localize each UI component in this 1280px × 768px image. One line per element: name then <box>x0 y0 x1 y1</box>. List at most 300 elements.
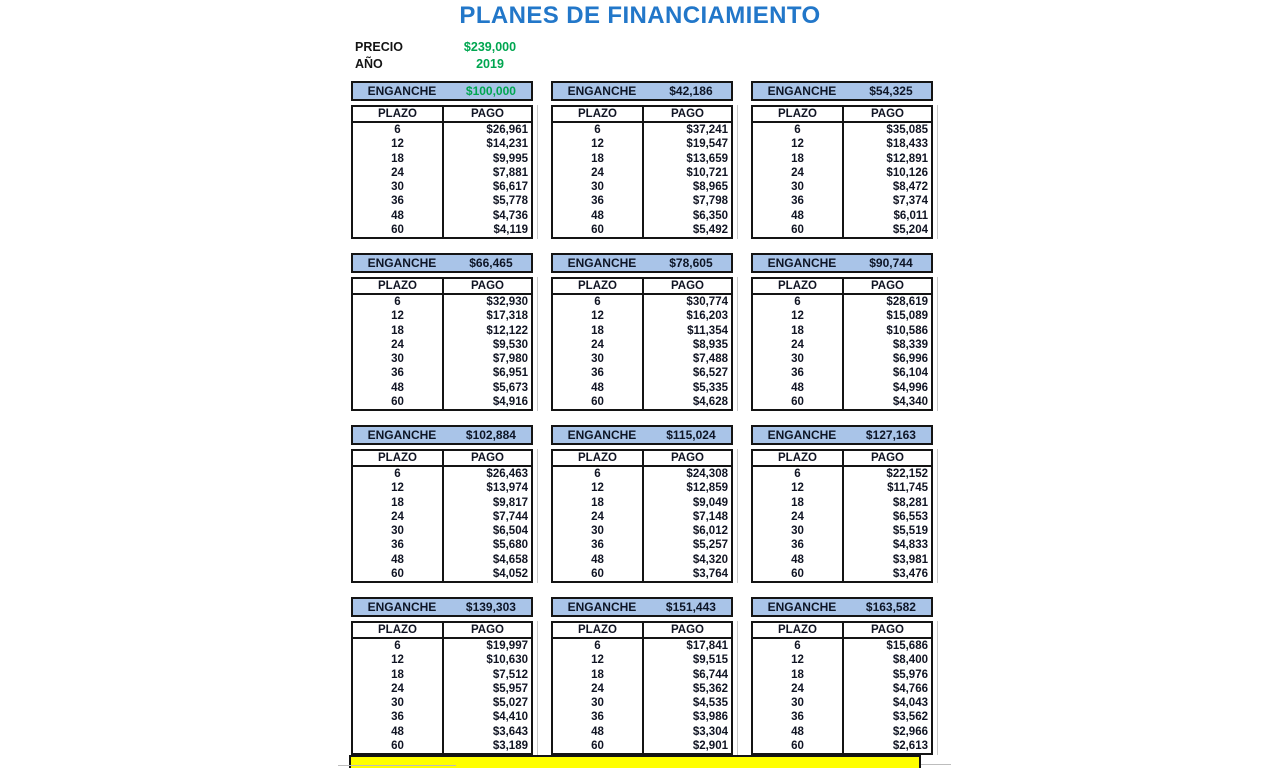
pago-value: $4,628 <box>642 395 731 409</box>
enganche-header <box>351 81 533 101</box>
plan-row <box>753 152 931 166</box>
payment-table-body <box>353 467 531 581</box>
pago-column-header: PAGO <box>842 451 931 465</box>
payment-table <box>551 277 733 411</box>
plan-table <box>351 597 533 755</box>
pago-value: $5,492 <box>642 223 731 237</box>
payment-table <box>351 621 533 755</box>
plazo-column-header: PLAZO <box>778 108 817 120</box>
plazo-value: 36 <box>391 711 404 724</box>
plan-row <box>553 166 731 180</box>
gridline-hint <box>921 764 951 765</box>
pago-value: $11,354 <box>642 324 731 338</box>
pago-value: $5,976 <box>842 668 931 682</box>
anio-row <box>355 55 530 72</box>
pago-value: $10,126 <box>842 166 931 180</box>
plazo-value: 18 <box>791 668 804 681</box>
plan-row <box>753 682 931 696</box>
plazo-value: 48 <box>391 725 404 738</box>
payment-table-body <box>753 295 931 409</box>
plazo-value: 30 <box>391 353 404 366</box>
page-title: PLANES DE FINANCIAMIENTO <box>459 2 821 29</box>
highlight-row-partial <box>349 755 921 768</box>
plazo-column-header: PLAZO <box>778 624 817 636</box>
enganche-amount: $139,303 <box>465 600 516 614</box>
pago-value: $13,974 <box>442 481 531 495</box>
payment-table-header <box>753 107 931 123</box>
plan-row <box>353 553 531 567</box>
payment-table-body <box>553 467 731 581</box>
plan-row <box>353 180 531 194</box>
plazo-value: 48 <box>791 381 804 394</box>
plazo-value: 6 <box>394 468 401 481</box>
plazo-value: 6 <box>594 468 601 481</box>
pago-value: $12,891 <box>842 152 931 166</box>
anio-label: AÑO <box>355 56 383 71</box>
plazo-value: 18 <box>391 324 404 337</box>
plan-row <box>753 338 931 352</box>
plan-row <box>553 725 731 739</box>
plazo-value: 12 <box>791 654 804 667</box>
plazo-column-header: PLAZO <box>578 108 617 120</box>
payment-table-header <box>553 279 731 295</box>
plan-row <box>553 295 731 309</box>
plan-row <box>553 696 731 710</box>
pago-value: $5,778 <box>442 194 531 208</box>
pago-value: $5,673 <box>442 381 531 395</box>
plan-table <box>751 253 933 411</box>
plazo-value: 60 <box>591 739 604 752</box>
plan-row <box>753 496 931 510</box>
payment-table-body <box>353 123 531 237</box>
plan-table <box>351 253 533 411</box>
plan-table <box>551 253 733 411</box>
plan-row <box>753 166 931 180</box>
plazo-value: 18 <box>591 152 604 165</box>
enganche-header <box>551 81 733 101</box>
pago-value: $6,104 <box>842 366 931 380</box>
pago-value: $24,308 <box>642 467 731 481</box>
plazo-value: 30 <box>791 697 804 710</box>
plazo-value: 36 <box>391 539 404 552</box>
plazo-value: 6 <box>794 640 801 653</box>
pago-value: $5,027 <box>442 696 531 710</box>
plan-row <box>353 152 531 166</box>
pago-value: $8,339 <box>842 338 931 352</box>
plan-row <box>553 653 731 667</box>
pago-value: $5,335 <box>642 381 731 395</box>
pago-value: $5,680 <box>442 538 531 552</box>
plazo-column-header: PLAZO <box>378 108 417 120</box>
pago-value: $4,916 <box>442 395 531 409</box>
enganche-label: ENGANCHE <box>767 256 837 270</box>
plan-table <box>751 597 933 755</box>
enganche-header <box>751 425 933 445</box>
plan-row <box>553 324 731 338</box>
plan-row <box>353 324 531 338</box>
plan-row <box>353 395 531 409</box>
pago-value: $3,764 <box>642 567 731 581</box>
plan-table <box>551 81 733 239</box>
pago-value: $7,148 <box>642 510 731 524</box>
pago-value: $8,965 <box>642 180 731 194</box>
enganche-label: ENGANCHE <box>567 600 637 614</box>
plan-row <box>353 194 531 208</box>
payment-table-body <box>553 295 731 409</box>
plazo-value: 60 <box>791 223 804 236</box>
pago-value: $28,619 <box>842 295 931 309</box>
plazo-column-header: PLAZO <box>578 280 617 292</box>
pago-value: $9,995 <box>442 152 531 166</box>
plan-row <box>553 223 731 237</box>
plazo-value: 36 <box>791 711 804 724</box>
plan-row <box>353 496 531 510</box>
plazo-value: 36 <box>391 195 404 208</box>
pago-value: $4,658 <box>442 553 531 567</box>
plan-row <box>753 209 931 223</box>
plazo-value: 6 <box>594 124 601 137</box>
plan-row <box>553 668 731 682</box>
pago-value: $30,774 <box>642 295 731 309</box>
plan-row <box>353 166 531 180</box>
plazo-value: 30 <box>591 525 604 538</box>
plan-row <box>553 352 731 366</box>
precio-value: $239,000 <box>463 39 517 54</box>
plazo-value: 12 <box>591 482 604 495</box>
plazo-value: 24 <box>791 338 804 351</box>
plan-row <box>353 710 531 724</box>
plan-row <box>553 395 731 409</box>
pago-value: $15,089 <box>842 309 931 323</box>
pago-value: $5,204 <box>842 223 931 237</box>
plazo-value: 36 <box>591 195 604 208</box>
enganche-amount: $115,024 <box>666 428 716 442</box>
plan-row <box>553 152 731 166</box>
pago-column-header: PAGO <box>842 107 931 121</box>
enganche-amount: $100,000 <box>465 84 516 98</box>
plazo-value: 60 <box>391 395 404 408</box>
enganche-label: ENGANCHE <box>567 428 637 442</box>
payment-table-body <box>553 123 731 237</box>
plan-row <box>353 223 531 237</box>
plan-row <box>753 553 931 567</box>
enganche-amount: $90,744 <box>869 256 913 270</box>
plan-row <box>353 524 531 538</box>
plan-row <box>753 137 931 151</box>
plazo-value: 60 <box>591 567 604 580</box>
pago-value: $4,736 <box>442 209 531 223</box>
plazo-value: 30 <box>791 525 804 538</box>
pago-value: $19,547 <box>642 137 731 151</box>
pago-column-header: PAGO <box>442 279 531 293</box>
plan-table <box>351 81 533 239</box>
plan-row <box>753 395 931 409</box>
plan-row <box>353 338 531 352</box>
plazo-value: 24 <box>591 166 604 179</box>
pago-value: $12,859 <box>642 481 731 495</box>
pago-value: $8,472 <box>842 180 931 194</box>
plazo-value: 12 <box>391 310 404 323</box>
plazo-value: 6 <box>794 296 801 309</box>
plan-row <box>753 295 931 309</box>
enganche-header <box>351 425 533 445</box>
pago-value: $6,011 <box>842 209 931 223</box>
plan-row <box>353 567 531 581</box>
plan-row <box>753 653 931 667</box>
payment-table <box>351 105 533 239</box>
plan-row <box>353 481 531 495</box>
pago-value: $8,400 <box>842 653 931 667</box>
plan-row <box>753 567 931 581</box>
pago-value: $9,817 <box>442 496 531 510</box>
plan-row <box>753 180 931 194</box>
enganche-header <box>751 597 933 617</box>
plazo-value: 24 <box>591 682 604 695</box>
pago-value: $6,012 <box>642 524 731 538</box>
pago-value: $8,281 <box>842 496 931 510</box>
plazo-value: 6 <box>594 296 601 309</box>
pago-value: $6,350 <box>642 209 731 223</box>
plan-row <box>753 481 931 495</box>
enganche-header <box>551 253 733 273</box>
plazo-value: 48 <box>591 553 604 566</box>
plazo-value: 12 <box>791 138 804 151</box>
plan-row <box>753 639 931 653</box>
pago-value: $3,189 <box>442 739 531 753</box>
pago-value: $3,643 <box>442 725 531 739</box>
pago-column-header: PAGO <box>842 279 931 293</box>
plazo-value: 24 <box>591 338 604 351</box>
pago-value: $13,659 <box>642 152 731 166</box>
plazo-value: 18 <box>791 324 804 337</box>
pago-value: $10,586 <box>842 324 931 338</box>
plan-row <box>353 209 531 223</box>
plazo-value: 30 <box>391 525 404 538</box>
pago-value: $18,433 <box>842 137 931 151</box>
plazo-value: 60 <box>391 739 404 752</box>
pago-value: $17,841 <box>642 639 731 653</box>
plazo-column-header: PLAZO <box>378 280 417 292</box>
pago-value: $9,049 <box>642 496 731 510</box>
pago-value: $6,996 <box>842 352 931 366</box>
plan-row <box>753 223 931 237</box>
payment-table-header <box>553 623 731 639</box>
plazo-value: 6 <box>794 468 801 481</box>
plazo-value: 12 <box>591 138 604 151</box>
plan-row <box>353 510 531 524</box>
plazo-value: 36 <box>591 539 604 552</box>
enganche-label: ENGANCHE <box>367 84 437 98</box>
enganche-label: ENGANCHE <box>567 84 637 98</box>
plan-row <box>753 538 931 552</box>
pago-value: $14,231 <box>442 137 531 151</box>
pago-value: $7,980 <box>442 352 531 366</box>
plazo-value: 6 <box>594 640 601 653</box>
plan-row <box>753 668 931 682</box>
plan-row <box>753 710 931 724</box>
pago-value: $8,935 <box>642 338 731 352</box>
payment-table-header <box>353 279 531 295</box>
pago-value: $5,362 <box>642 682 731 696</box>
plan-row <box>553 682 731 696</box>
plazo-column-header: PLAZO <box>578 452 617 464</box>
plan-row <box>753 324 931 338</box>
plan-row <box>553 538 731 552</box>
plan-row <box>353 739 531 753</box>
pago-value: $26,961 <box>442 123 531 137</box>
plan-row <box>753 123 931 137</box>
enganche-header <box>751 253 933 273</box>
plan-row <box>353 381 531 395</box>
plazo-column-header: PLAZO <box>378 624 417 636</box>
payment-table-header <box>753 451 931 467</box>
pago-value: $3,981 <box>842 553 931 567</box>
payment-table-body <box>353 295 531 409</box>
payment-table <box>751 449 933 583</box>
pago-column-header: PAGO <box>442 107 531 121</box>
enganche-label: ENGANCHE <box>367 428 437 442</box>
payment-table-header <box>553 107 731 123</box>
plan-table <box>751 425 933 583</box>
plan-row <box>753 309 931 323</box>
enganche-amount: $127,163 <box>865 428 916 442</box>
pago-value: $7,798 <box>642 194 731 208</box>
plan-row <box>753 696 931 710</box>
pago-column-header: PAGO <box>642 623 731 637</box>
pago-value: $9,530 <box>442 338 531 352</box>
pago-value: $4,410 <box>442 710 531 724</box>
pago-column-header: PAGO <box>642 279 731 293</box>
plazo-value: 24 <box>391 682 404 695</box>
plan-row <box>753 739 931 753</box>
plazo-column-header: PLAZO <box>778 280 817 292</box>
pago-value: $4,340 <box>842 395 931 409</box>
plazo-value: 48 <box>791 725 804 738</box>
plan-row <box>353 467 531 481</box>
plan-table <box>551 425 733 583</box>
pago-column-header: PAGO <box>842 623 931 637</box>
plan-row <box>753 725 931 739</box>
plan-row <box>353 639 531 653</box>
plazo-value: 18 <box>591 324 604 337</box>
plan-row <box>553 309 731 323</box>
plan-row <box>353 725 531 739</box>
pago-value: $4,320 <box>642 553 731 567</box>
plazo-value: 30 <box>591 181 604 194</box>
plazo-value: 30 <box>791 353 804 366</box>
pago-value: $7,744 <box>442 510 531 524</box>
pago-value: $4,119 <box>442 223 531 237</box>
plan-row <box>553 567 731 581</box>
enganche-amount: $163,582 <box>865 600 916 614</box>
plan-row <box>353 538 531 552</box>
plazo-value: 6 <box>394 124 401 137</box>
enganche-label: ENGANCHE <box>367 256 437 270</box>
plazo-value: 36 <box>791 539 804 552</box>
pago-value: $4,766 <box>842 682 931 696</box>
plan-row <box>553 338 731 352</box>
payment-table <box>751 105 933 239</box>
plazo-value: 6 <box>394 296 401 309</box>
plazo-value: 18 <box>391 496 404 509</box>
plan-row <box>553 137 731 151</box>
price-info-block <box>355 38 530 72</box>
plazo-value: 36 <box>591 367 604 380</box>
plan-row <box>353 123 531 137</box>
pago-value: $10,630 <box>442 653 531 667</box>
payment-table <box>551 105 733 239</box>
plan-row <box>553 510 731 524</box>
pago-value: $22,152 <box>842 467 931 481</box>
pago-column-header: PAGO <box>442 623 531 637</box>
plazo-value: 30 <box>791 181 804 194</box>
plazo-value: 12 <box>591 310 604 323</box>
pago-value: $12,122 <box>442 324 531 338</box>
payment-table <box>751 621 933 755</box>
gridline-hint <box>338 765 456 766</box>
plazo-value: 12 <box>791 482 804 495</box>
pago-value: $11,745 <box>842 481 931 495</box>
plan-row <box>353 309 531 323</box>
enganche-label: ENGANCHE <box>767 428 837 442</box>
plazo-value: 18 <box>391 668 404 681</box>
payment-table <box>551 621 733 755</box>
pago-value: $4,043 <box>842 696 931 710</box>
pago-value: $19,997 <box>442 639 531 653</box>
pago-value: $6,951 <box>442 366 531 380</box>
pago-value: $2,613 <box>842 739 931 753</box>
enganche-header <box>351 597 533 617</box>
plan-row <box>553 467 731 481</box>
enganche-header <box>751 81 933 101</box>
plan-row <box>553 710 731 724</box>
enganche-label: ENGANCHE <box>767 600 837 614</box>
plan-row <box>553 209 731 223</box>
pago-value: $6,744 <box>642 668 731 682</box>
plan-row <box>353 137 531 151</box>
pago-value: $5,257 <box>642 538 731 552</box>
pago-column-header: PAGO <box>642 107 731 121</box>
plan-row <box>753 510 931 524</box>
pago-column-header: PAGO <box>642 451 731 465</box>
pago-value: $26,463 <box>442 467 531 481</box>
pago-value: $7,881 <box>442 166 531 180</box>
plazo-value: 12 <box>591 654 604 667</box>
payment-table <box>751 277 933 411</box>
pago-value: $17,318 <box>442 309 531 323</box>
plazo-value: 48 <box>791 209 804 222</box>
plan-row <box>553 739 731 753</box>
plazo-value: 24 <box>391 510 404 523</box>
plazo-value: 48 <box>391 381 404 394</box>
plazo-value: 18 <box>591 668 604 681</box>
pago-value: $6,527 <box>642 366 731 380</box>
pago-value: $5,519 <box>842 524 931 538</box>
pago-value: $2,901 <box>642 739 731 753</box>
payment-table <box>351 449 533 583</box>
enganche-amount: $42,186 <box>669 84 713 98</box>
plazo-value: 24 <box>391 166 404 179</box>
payment-table-header <box>353 623 531 639</box>
plan-row <box>553 639 731 653</box>
plazo-value: 48 <box>791 553 804 566</box>
plans-grid <box>351 81 933 755</box>
payment-table <box>351 277 533 411</box>
plan-row <box>753 352 931 366</box>
pago-value: $7,512 <box>442 668 531 682</box>
pago-value: $37,241 <box>642 123 731 137</box>
anio-value: 2019 <box>476 56 504 71</box>
